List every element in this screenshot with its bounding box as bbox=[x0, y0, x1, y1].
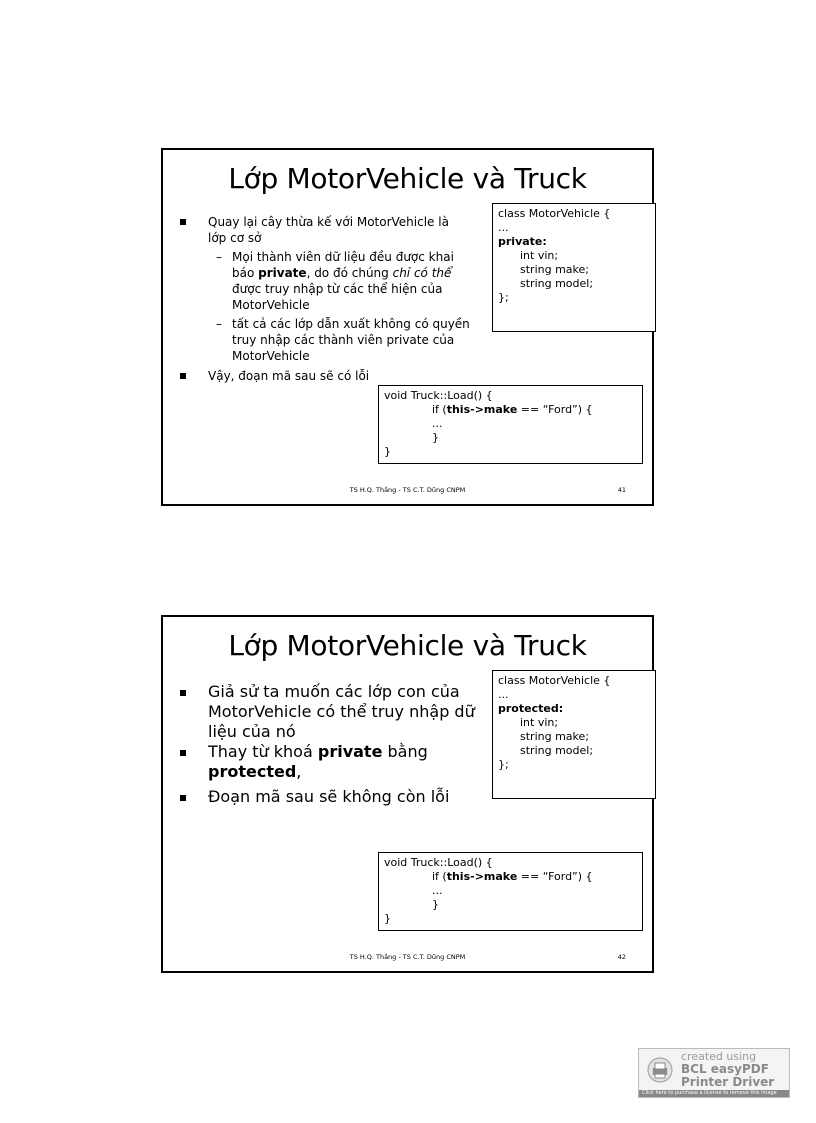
dash-bullet-icon: – bbox=[216, 317, 222, 331]
sub-bullet-text: tất cả các lớp dẫn xuất không có quyền bbox=[232, 317, 470, 331]
square-bullet-icon bbox=[180, 750, 186, 756]
bullet-item bbox=[180, 787, 480, 807]
bullet-text: lớp cơ sở bbox=[208, 231, 262, 245]
sub-bullet-text: được truy nhập từ các thể hiện của bbox=[232, 282, 443, 296]
badge-line: Printer Driver bbox=[681, 1075, 775, 1089]
code-line: string model; bbox=[520, 277, 594, 290]
badge-line: created using bbox=[681, 1050, 757, 1063]
slide-footer: TS H.Q. Thắng - TS C.T. Dũng CNPM bbox=[349, 953, 466, 961]
code-line: if (this->make == “Ford”) { bbox=[432, 403, 593, 416]
bullet-item bbox=[180, 214, 480, 246]
bullet-item bbox=[180, 682, 480, 742]
code-line: } bbox=[432, 898, 439, 911]
bullet-text: Thay từ khoá private bằng bbox=[208, 742, 428, 761]
square-bullet-icon bbox=[180, 690, 186, 696]
code-line: int vin; bbox=[520, 249, 559, 262]
badge-line: BCL easyPDF bbox=[681, 1062, 769, 1076]
sub-bullet-text: MotorVehicle bbox=[232, 349, 310, 363]
square-bullet-icon bbox=[180, 795, 186, 801]
bullet-text: Quay lại cây thừa kế với MotorVehicle là bbox=[208, 215, 449, 229]
printer-logo-icon bbox=[647, 1057, 673, 1083]
code-line: private: bbox=[498, 235, 547, 248]
slide-41 bbox=[161, 148, 654, 506]
code-line: if (this->make == “Ford”) { bbox=[432, 870, 593, 883]
square-bullet-icon bbox=[180, 373, 186, 379]
code-line: ... bbox=[432, 884, 443, 897]
sub-bullet-text: báo private, do đó chúng chỉ có thể bbox=[232, 266, 452, 280]
code-line: void Truck::Load() { bbox=[384, 389, 493, 402]
sub-bullet-text: MotorVehicle bbox=[232, 298, 310, 312]
code-line: int vin; bbox=[520, 716, 559, 729]
easypdf-badge[interactable] bbox=[638, 1048, 790, 1098]
code-line: string make; bbox=[520, 263, 589, 276]
load-code-box bbox=[378, 852, 643, 931]
code-line: ... bbox=[498, 221, 509, 234]
code-line: } bbox=[384, 912, 391, 925]
code-line: }; bbox=[498, 291, 509, 304]
bullet-text: Đoạn mã sau sẽ không còn lỗi bbox=[208, 787, 450, 806]
sub-bullet-item bbox=[216, 249, 496, 313]
bullet-text: Giả sử ta muốn các lớp con của bbox=[208, 682, 460, 701]
code-line: void Truck::Load() { bbox=[384, 856, 493, 869]
slide-title: Lớp MotorVehicle và Truck bbox=[228, 629, 587, 662]
code-line: } bbox=[384, 445, 391, 458]
code-line: }; bbox=[498, 758, 509, 771]
bullet-item bbox=[180, 368, 480, 384]
class-code-box bbox=[492, 670, 656, 799]
dash-bullet-icon: – bbox=[216, 250, 222, 264]
class-code-box bbox=[492, 203, 656, 332]
slide-title: Lớp MotorVehicle và Truck bbox=[228, 162, 587, 195]
code-line: string make; bbox=[520, 730, 589, 743]
slide-number: 41 bbox=[617, 486, 626, 494]
bullet-text: protected, bbox=[208, 762, 302, 781]
code-line: } bbox=[432, 431, 439, 444]
sub-bullet-item bbox=[216, 316, 506, 364]
code-line: class MotorVehicle { bbox=[498, 207, 611, 220]
load-code-box bbox=[378, 385, 643, 464]
bullet-text: liệu của nó bbox=[208, 722, 296, 741]
bullet-text: MotorVehicle có thể truy nhập dữ bbox=[208, 702, 475, 721]
square-bullet-icon bbox=[180, 219, 186, 225]
code-line: class MotorVehicle { bbox=[498, 674, 611, 687]
slide-42 bbox=[161, 615, 654, 973]
code-line: ... bbox=[498, 688, 509, 701]
code-line: ... bbox=[432, 417, 443, 430]
slide-footer: TS H.Q. Thắng - TS C.T. Dũng CNPM bbox=[349, 486, 466, 494]
code-line: protected: bbox=[498, 702, 564, 715]
badge-purchase-link[interactable]: Click here to purchase a license to remove this image bbox=[639, 1090, 789, 1097]
sub-bullet-text: truy nhập các thành viên private của bbox=[232, 333, 455, 347]
sub-bullet-text: Mọi thành viên dữ liệu đều được khai bbox=[232, 250, 454, 264]
bullet-item bbox=[180, 742, 480, 782]
code-line: string model; bbox=[520, 744, 594, 757]
slide-number: 42 bbox=[617, 953, 626, 961]
bullet-text: Vậy, đoạn mã sau sẽ có lỗi bbox=[208, 369, 370, 383]
